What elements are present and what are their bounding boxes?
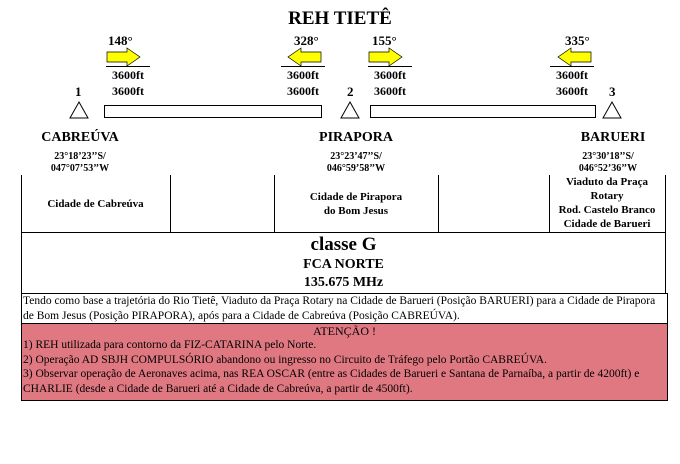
heading-rev-1: 328° [294,33,319,48]
landmark-barueri [549,175,665,231]
route-segment-bar-2 [370,105,596,118]
landmark-barueri-line: Rod. Castelo Branco [558,204,656,216]
lat-cabreuva: 23°18’23’’S/ [54,151,106,162]
landmark-barueri-line: Rotary [590,190,624,202]
route-description: Tendo como base a trajetória do Rio Tietê, Viaduto da Praça Rotary na Cidade de Barueri (Posição BARUERI) para a Cidade de Pirapora de Bom Jesus (Posição PIRAPORA), após para a Cidade de Cabreúva (Posição CABREÚVA). [21,293,668,324]
table-border [665,175,666,233]
attention-box [21,323,668,401]
landmark-barueri-line: Viaduto da Praça [565,176,649,188]
arrow-right-icon [368,47,404,67]
heading-rev-2: 335° [565,33,590,48]
waypoint-triangle-icon [601,100,623,120]
point-name-pirapora: PIRAPORA [319,130,393,145]
attention-item: 1) REH utilizada para contorno da FIZ-CATARINA pelo Norte. [23,339,317,351]
heading-fwd-2: 155° [372,33,397,48]
alt-rev-1a: 3600ft [281,66,325,84]
point-number-1: 1 [75,84,82,99]
lon-cabreuva: 047°07’53’’W [50,163,110,174]
airspace-class: classe G [310,234,377,255]
point-name-cabreuva: CABREÚVA [41,130,119,145]
arrow-right-icon [106,47,142,67]
fca-label: FCA NORTE [303,257,384,272]
table-divider [438,175,439,233]
alt-fwd-2b: 3600ft [374,84,406,98]
arrow-left-icon [286,47,322,67]
table-divider [170,175,171,233]
table-border [21,232,666,233]
route-segment-bar-1 [104,105,322,118]
alt-rev-1b: 3600ft [287,84,319,98]
point-name-barueri: BARUERI [580,130,646,145]
landmark-pirapora [274,190,438,218]
landmark-barueri-line: Cidade de Barueri [563,218,651,230]
attention-item: 2) Operação AD SBJH COMPULSÓRIO abandono ou ingresso no Circuito de Tráfego pelo Portão CABREÚVA. [23,353,547,366]
lat-pirapora: 23°23’47’’S/ [330,151,382,162]
landmark-cabreuva: Cidade de Cabreúva [47,198,144,210]
waypoint-triangle-icon [339,100,361,120]
point-number-2: 2 [347,84,354,99]
waypoint-triangle-icon [68,100,90,120]
landmark-pirapora-line: do Bom Jesus [323,205,389,217]
landmark-pirapora-line: Cidade de Pirapora [309,191,403,203]
alt-rev-2a: 3600ft [550,66,594,84]
attention-item: 3) Observar operação de Aeronaves acima, nas REA OSCAR (entre as Cidades de Barueri e Santana de Parnaíba, a partir de 4200ft) e CHARLIE (desde a Cidade de Barueri até a Cidade de Cabreúva, a partir de 4500ft). [23,368,640,395]
lon-barueri: 046°52’36’’W [578,163,638,174]
alt-fwd-1b: 3600ft [112,84,144,98]
airspace-class-box [21,234,666,292]
alt-fwd-1a: 3600ft [106,66,150,84]
alt-fwd-2a: 3600ft [368,66,412,84]
heading-fwd-1: 148° [108,33,133,48]
lat-barueri: 23°30’18’’S/ [582,151,634,162]
alt-rev-2b: 3600ft [556,84,588,98]
chart-title: REH TIETÊ [288,8,392,29]
frequency: 135.675 MHz [303,275,384,290]
lon-pirapora: 046°59’58’’W [326,163,386,174]
attention-title: ATENÇÃO ! [313,324,376,338]
arrow-left-icon [556,47,592,67]
point-number-3: 3 [609,84,616,99]
